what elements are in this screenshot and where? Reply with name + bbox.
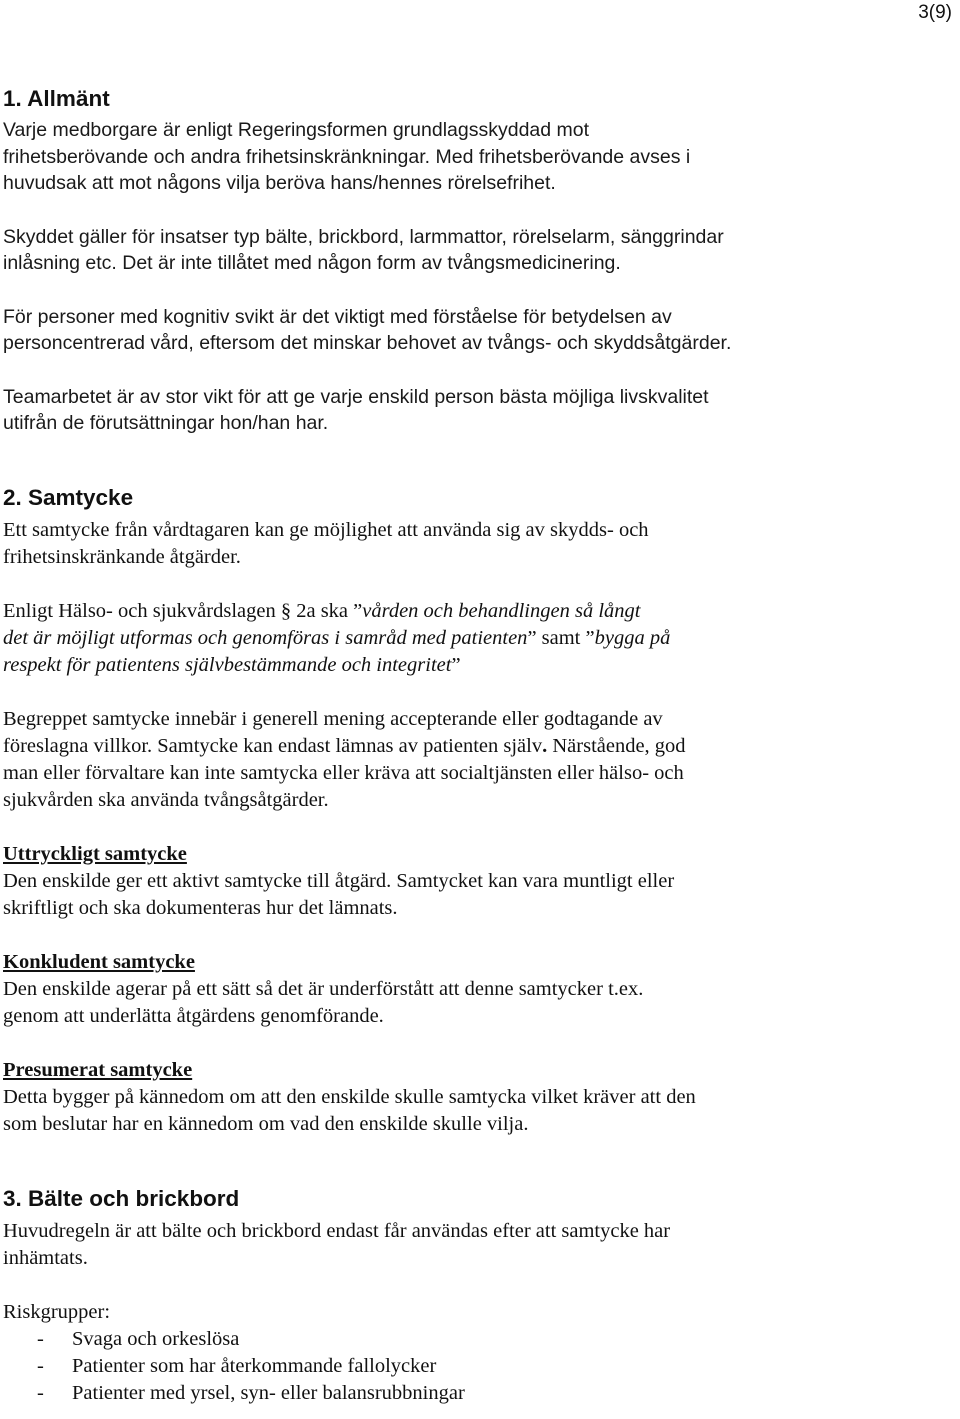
section-1-paragraph-1: Varje medborgare är enligt Regeringsformen grundlagsskyddad mot frihetsberövande och andra frihetsinskränkningar. Med frihetsberövande avses i huvudsak att mot någons vilja beröva hans/hennes rörelsefrihet. bbox=[3, 119, 691, 194]
list-item: - Patienter som har återkommande fallolycker bbox=[37, 1354, 437, 1377]
riskgrupper-list bbox=[3, 1326, 953, 1407]
uttryckligt-samtycke-heading: Uttryckligt samtycke bbox=[3, 842, 187, 865]
presumerat-samtycke-heading: Presumerat samtycke bbox=[3, 1058, 193, 1081]
uttryckligt-samtycke-text: Den enskilde ger ett aktivt samtycke till åtgärd. Samtycket kan vara muntligt eller skriftligt och ska dokumenteras hur det lämnats. bbox=[3, 869, 675, 919]
section-1-paragraph-4: Teamarbetet är av stor vikt för att ge varje enskild person bästa möjliga livskvalitet utifrån de förutsättningar hon/han har. bbox=[3, 385, 709, 434]
section-3-heading: 3. Bälte och brickbord bbox=[3, 1185, 240, 1211]
list-item: - Svaga och orkeslösa bbox=[37, 1327, 240, 1350]
section-sign-symbol: § bbox=[280, 599, 292, 622]
konkludent-samtycke-text: Den enskilde agerar på ett sätt så det är underförstått att denne samtycker t.ex. genom att underlätta åtgärdens genomförande. bbox=[3, 977, 644, 1027]
page-number: 3(9) bbox=[918, 2, 952, 23]
section-1-heading: 1. Allmänt bbox=[3, 86, 110, 111]
section-2-paragraph-begreppet: Begreppet samtycke innebär i generell mening accepterande eller godtagande av föreslagna villkor. Samtycke kan endast lämnas av patienten själv. Närstående, god man eller förvaltare kan inte samtycka eller kräva att socialtjänsten eller hälso- och sjukvården ska använda tvångsåtgärder. bbox=[3, 707, 686, 811]
list-item: - Patienter med yrsel, syn- eller balansrubbningar bbox=[37, 1381, 465, 1404]
section-2-heading: 2. Samtycke bbox=[3, 484, 134, 510]
section-3-paragraph-1: Huvudregeln är att bälte och brickbord endast får användas efter att samtycke har inhämtats. bbox=[3, 1219, 671, 1269]
document-body bbox=[3, 84, 953, 1407]
konkludent-samtycke-heading: Konkludent samtycke bbox=[3, 950, 195, 973]
riskgrupper-label: Riskgrupper: bbox=[3, 1300, 111, 1323]
section-2-paragraph-hsl: Enligt Hälso- och sjukvårdslagen § 2a ska ”vården och behandlingen så långt det är möjligt utformas och genomföras i samråd med patienten” samt ”bygga på respekt för patientens självbestämmande och integritet” bbox=[3, 599, 671, 676]
section-2-paragraph-1: Ett samtycke från vårdtagaren kan ge möjlighet att använda sig av skydds- och frihetsinskränkande åtgärder. bbox=[3, 518, 649, 568]
presumerat-samtycke-text: Detta bygger på kännedom om att den enskilde skulle samtycka vilket kräver att den som beslutar har en kännedom om vad den enskilde skulle vilja. bbox=[3, 1085, 696, 1135]
section-1-paragraph-3: För personer med kognitiv svikt är det viktigt med förståelse för betydelsen av personcentrerad vård, eftersom det minskar behovet av tvångs- och skyddsåtgärder. bbox=[3, 305, 732, 354]
section-1-paragraph-2: Skyddet gäller för insatser typ bälte, brickbord, larmmattor, rörelselarm, sänggrindar inlåsning etc. Det är inte tillåtet med någon form av tvångsmedicinering. bbox=[3, 225, 724, 274]
